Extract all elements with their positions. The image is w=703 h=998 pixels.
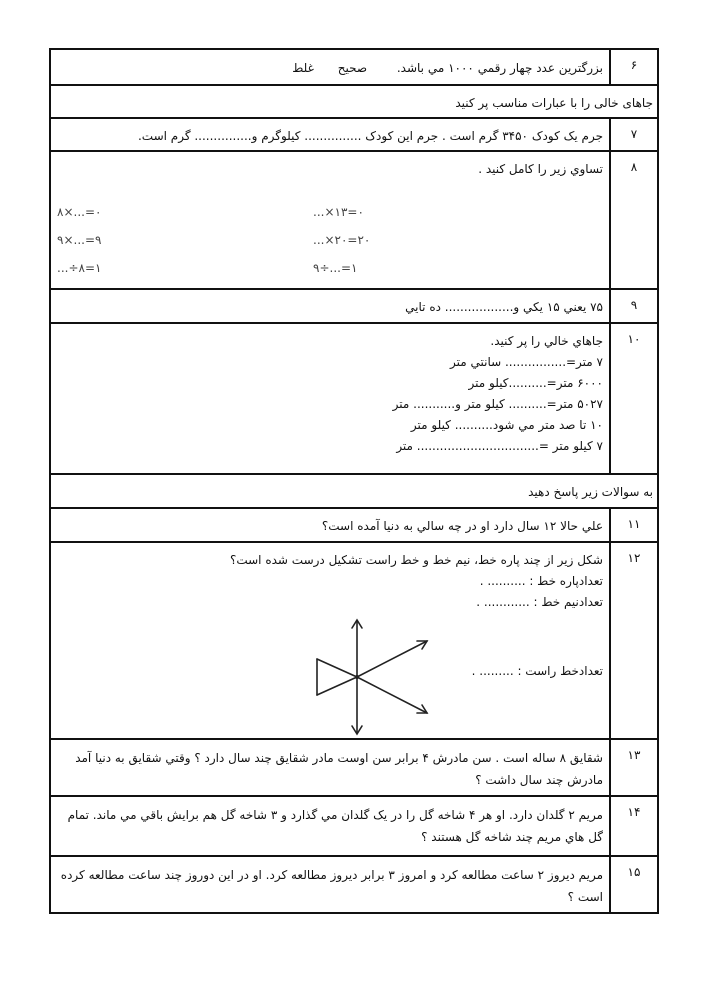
- question-row-11: [51, 509, 657, 543]
- question-row-8: [51, 152, 657, 290]
- question-row-13: [51, 740, 657, 797]
- question-number: ۱۱: [609, 509, 657, 541]
- fill-line: ۷ کیلو متر =................................ متر: [396, 439, 603, 453]
- fill-line: ۶۰۰۰ متر=..........کیلو متر: [468, 376, 603, 390]
- question-number: ۱۲: [609, 543, 657, 738]
- fill-line: ۱۰ تا صد متر مي شود.......... کیلو متر: [410, 418, 603, 432]
- ray-count-line: تعدادنیم خط : ............ .: [476, 595, 603, 609]
- question-number: ۶: [609, 50, 657, 84]
- question-row-9: [51, 290, 657, 324]
- question-row-7: [51, 119, 657, 152]
- question-number: ۱۴: [609, 797, 657, 855]
- question-text: ۷۵ یعني ۱۵ یکي و.................. ده تایي: [405, 300, 603, 314]
- question-text: شکل زیر از چند پاره خط، نیم خط و خط راست تشکیل درست شده است؟: [229, 553, 603, 567]
- equation-grid: [57, 202, 577, 286]
- equation: ...×۲۰=۲۰: [313, 233, 371, 247]
- fill-line: ۵۰۲۷ متر=.......... کیلو متر و........... متر: [392, 397, 603, 411]
- section-title: به سوالات زیر پاسخ دهید: [528, 485, 653, 499]
- line-count-line: تعدادخط راست : ......... .: [471, 664, 603, 678]
- equation: ۸×...=۰: [57, 205, 102, 219]
- section-header-fill: [51, 86, 657, 119]
- question-row-15: [51, 857, 657, 912]
- section-header-answer: [51, 475, 657, 509]
- option-true[interactable]: صحیح: [337, 61, 368, 75]
- question-number: ۱۳: [609, 740, 657, 795]
- question-text: مریم ۲ گلدان دارد. او هر ۴ شاخه گل را در یک گلدان مي گذارد و ۳ شاخه گل هم برایش باقي مي ماند. تمام گل هاي مریم چند شاخه گل هستند ؟: [67, 808, 603, 844]
- question-number: ۱۰: [609, 324, 657, 473]
- fill-line: ۷ متر=................ سانتي متر: [450, 355, 603, 369]
- question-row-10: [51, 324, 657, 475]
- equation: ...÷۸=۱: [57, 261, 102, 275]
- question-title: جاهاي خالي را پر کنید.: [490, 334, 603, 348]
- section-title: جاهای خالی را با عبارات مناسب پر کنید: [455, 96, 653, 110]
- question-text: بزرگترین عدد چهار رقمي ۱۰۰۰ مي باشد.: [396, 61, 603, 75]
- geometry-figure-icon: [313, 615, 443, 743]
- option-false[interactable]: غلط: [292, 61, 314, 75]
- equation: ...×۱۳=۰: [313, 205, 364, 219]
- question-row-12: [51, 543, 657, 740]
- question-text: علي حالا ۱۲ سال دارد او در چه سالي به دنیا آمده است؟: [321, 519, 603, 533]
- segment-count-line: تعدادپاره خط : .......... .: [479, 574, 603, 588]
- worksheet-table: [49, 48, 659, 914]
- question-text: جرم یک کودک ۳۴۵۰ گرم است . جرم این کودک ............... کیلوگرم و............... گرم است.: [137, 129, 603, 143]
- question-number: ۱۵: [609, 857, 657, 912]
- question-text: تساوي زیر را کامل کنید .: [478, 162, 603, 176]
- question-row-6: [51, 50, 657, 86]
- question-row-14: [51, 797, 657, 857]
- question-number: ۹: [609, 290, 657, 322]
- question-number: ۷: [609, 119, 657, 150]
- question-text: شقایق ۸ ساله است . سن مادرش ۴ برابر سن اوست مادر شقایق چند سال دارد ؟ وقتي شقایق به دنیا آمد مادرش چند سال داشت ؟: [75, 751, 603, 787]
- question-text: مریم دیروز ۲ ساعت مطالعه کرد و امروز ۳ برابر دیروز مطالعه کرد. او در این دوروز چند ساعت مطالعه کرده است ؟: [60, 868, 603, 904]
- equation: ۹×...=۹: [57, 233, 102, 247]
- question-number: ۸: [609, 152, 657, 288]
- equation: ۹÷...=۱: [313, 261, 358, 275]
